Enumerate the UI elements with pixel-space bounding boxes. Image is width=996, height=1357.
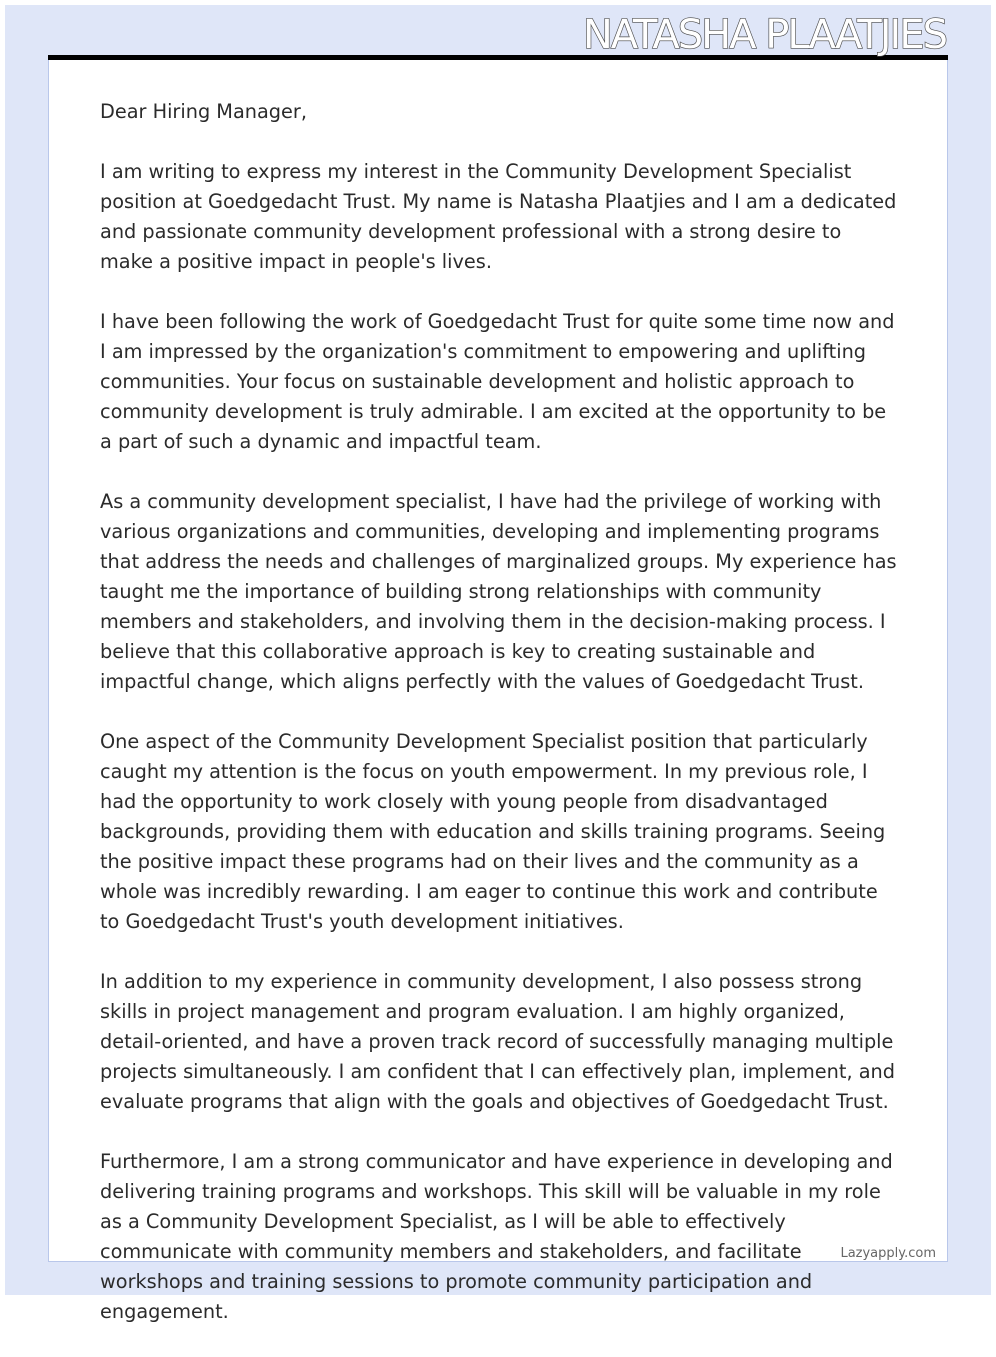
paragraph-youth-empowerment: One aspect of the Community Development Specialist position that particularly caught my attention is the focus on youth empowerment. In my previous role, I had the opportunity to work closely with young people from disadvantaged backgrounds, providing them with education and skills training programs. Seeing the positive impact these programs had on their lives and the community as a whole was incredibly rewarding. I am eager to continue this work and contribute to Goedgedacht Trust's youth development initiatives. [100, 730, 886, 933]
paragraph-communication: Furthermore, I am a strong communicator and have experience in developing and delivering training programs and workshops. This skill will be valuable in my role as a Community Development Specialist, as I will be able to effectively communicate with community members and stakeholders, and facilitate workshops and training sessions to promote community participation and engagement. [100, 1150, 893, 1323]
paragraph-skills: In addition to my experience in community development, I also possess strong skills in project management and program evaluation. I am highly organized, detail-oriented, and have a proven track record of successfully managing multiple projects simultaneously. I am confident that I can effectively plan, implement, and evaluate programs that align with the goals and objectives of Goedgedacht Trust. [100, 970, 895, 1113]
letter-body [100, 97, 900, 1357]
watermark: Lazyapply.com [840, 1246, 936, 1261]
applicant-name: NATASHA PLAATJIES [582, 12, 946, 58]
paragraph-intro: I am writing to express my interest in the Community Development Specialist position at Goedgedacht Trust. My name is Natasha Plaatjies and I am a dedicated and passionate community development professional with a strong desire to make a positive impact in people's lives. [100, 160, 897, 273]
salutation: Dear Hiring Manager, [100, 100, 307, 123]
paragraph-experience: As a community development specialist, I have had the privilege of working with various organizations and communities, developing and implementing programs that address the needs and challenges of marginalized groups. My experience has taught me the importance of building strong relationships with community members and stakeholders, and involving them in the decision-making process. I believe that this collaborative approach is key to creating sustainable and impactful change, which aligns perfectly with the values of Goedgedacht Trust. [100, 490, 897, 693]
paragraph-organization: I have been following the work of Goedgedacht Trust for quite some time now and I am impressed by the organization's commitment to empowering and uplifting communities. Your focus on sustainable development and holistic approach to community development is truly admirable. I am excited at the opportunity to be a part of such a dynamic and impactful team. [100, 310, 895, 453]
